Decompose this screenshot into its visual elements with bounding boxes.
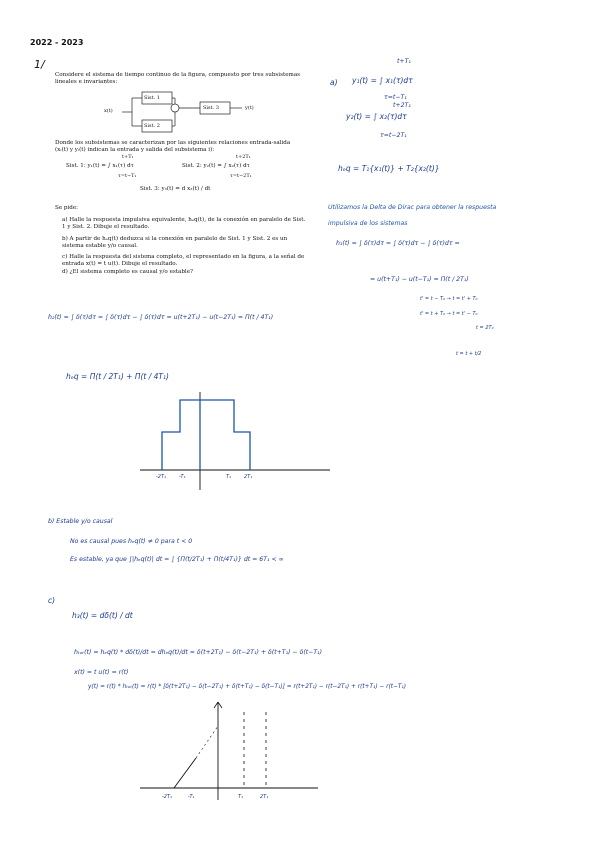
- htot-equation: hₜₒₜ(t) = hₑq(t) * dδ(t)/dt = dhₑq(t)/dt = δ(t+2T₁) − δ(t−2T₁) + δ(t+T₁) − δ(t−T₁): [74, 649, 323, 656]
- plot2-tick-minus2t1: -2T₁: [162, 794, 173, 800]
- plot1-tick-t1: T₁: [226, 474, 232, 480]
- diagram-input-label: x(t): [104, 108, 113, 114]
- sys2-equation: Sist. 2: y₂(t) = ∫ x₂(τ) dτ: [182, 163, 250, 169]
- item-a: a) Halle la respuesta impulsiva equivalente, hₑq(t), de la conexión en paralelo de Sist. 1 y Sist. 2. Dibuje el resultado.: [62, 217, 306, 231]
- sys3-equation: Sist. 3: y₃(t) = d x₃(t) / dt: [140, 186, 211, 192]
- problem-intro: Considere el sistema de tiempo continuo de la figura, compuesto por tres subsistemas lineales e invariantes:: [55, 72, 301, 86]
- part-b-label: b) Estable y/o causal: [48, 518, 113, 525]
- y1-equation: y₁(t) = ∫ x₁(τ)dτ: [352, 76, 413, 85]
- y1-upper-limit: t+T₁: [397, 58, 411, 65]
- plot2-tick-t1: T₁: [238, 794, 244, 800]
- block2-label: Sist. 2: [144, 123, 160, 129]
- sys1-equation: Sist. 1: y₁(t) = ∫ x₁(τ) dτ: [66, 163, 134, 169]
- b-line2: Es estable, ya que ∫|hₑq(t)| dt = ∫ {Π(t/2T₁) + Π(t/4T₁)} dt = 6T₁ < ∞: [70, 556, 284, 563]
- item-c: c) Halle la respuesta del sistema completo, el representado en la figura, a la señal de entrada x(t) = t u(t). Dibuje el resultado.: [62, 254, 305, 268]
- plot2-tick-2t1: 2T₁: [260, 794, 269, 800]
- se-pide: Se pide:: [55, 205, 79, 211]
- delta-note-line1: Utilizamos la Delta de Dirac para obtener la respuesta: [328, 204, 497, 211]
- y-equation: y(t) = r(t) * hₜₒₜ(t) = r(t) * [δ(t+2T₁) − δ(t−2T₁) + δ(t+T₁) − δ(t−T₁)] = r(t+2T₁) − r(t−2T₁) + r(t+T₁) − r(t−T₁): [88, 684, 407, 690]
- item-b: b) A partir de hₑq(t) deduzca si la conexión en paralelo de Sist. 1 y Sist. 2 es un sistema estable y/o causal.: [62, 236, 288, 250]
- plot1-tick-minust1: -T₁: [179, 474, 186, 480]
- year-heading: 2022 - 2023: [30, 38, 84, 47]
- diagram-output-label: y(t): [245, 105, 254, 111]
- y-plot: [140, 696, 320, 806]
- y1-lower-limit: τ=t−T₁: [384, 94, 407, 101]
- substitution-2: t' = t + T₀ → t = t' − T₀: [420, 311, 478, 317]
- substitution-4: t = t + t/2: [456, 351, 482, 357]
- block3-label: Sist. 3: [203, 105, 219, 111]
- relation-text: Donde los subsistemas se caracterizan por las siguientes relaciones entrada-salida (xᵢ(t) y yᵢ(t) indican la entrada y salida del subsistema i):: [55, 140, 291, 154]
- substitution-3: t = 2T₀: [476, 325, 494, 331]
- plot2-tick-minust1: -T₁: [188, 794, 195, 800]
- sys2-upper-limit: t+2T₁: [236, 154, 251, 160]
- heq-sum: hₑq = T₁{x₁(t)} + T₂{x₂(t)}: [338, 164, 440, 173]
- heq-equation: hₑq = Π(t / 2T₁) + Π(t / 4T₁): [66, 372, 169, 381]
- sys1-lower-limit: τ=t−T₁: [118, 173, 137, 179]
- b-line1: No es causal pues hₑq(t) ≠ 0 para t < 0: [70, 538, 193, 545]
- heq-plot: [140, 392, 340, 492]
- item-d: d) ¿El sistema completo es causal y/o estable?: [62, 269, 194, 275]
- sys1-upper-limit: t+T₁: [122, 154, 134, 160]
- plot1-tick-2t1: 2T₁: [244, 474, 253, 480]
- plot1-tick-minus2t1: -2T₁: [156, 474, 167, 480]
- block-diagram: [90, 88, 290, 138]
- y2-equation: y₂(t) = ∫ x₂(τ)dτ: [346, 112, 407, 121]
- part-a-label: a): [330, 78, 338, 87]
- delta-note-line2: impulsiva de los sistemas: [328, 220, 408, 227]
- block1-label: Sist. 1: [144, 95, 160, 101]
- y2-lower-limit: τ=t−2T₁: [380, 132, 407, 139]
- question-number: 1/: [34, 58, 45, 71]
- part-c-label: c): [48, 596, 56, 605]
- x-equation: x(t) = t u(t) = r(t): [74, 669, 129, 676]
- sys2-lower-limit: τ=t−2T₁: [230, 173, 252, 179]
- h2-equation: h₂(t) = ∫ δ(τ)dτ = ∫ δ(τ)dτ − ∫ δ(τ)dτ = u(t+2T₁) − u(t−2T₁) = Π(t / 4T₁): [48, 314, 274, 321]
- substitution-1: t' = t − T₀ → t = t' + T₀: [420, 296, 478, 302]
- h1-result: = u(t+T₁) − u(t−T₁) = Π(t / 2T₁): [370, 276, 469, 283]
- y2-upper-limit: t+2T₁: [393, 102, 411, 109]
- h3-equation: h₃(t) = dδ(t) / dt: [72, 611, 133, 620]
- h1-equation: h₁(t) = ∫ δ(τ)dτ = ∫ δ(τ)dτ − ∫ δ(τ)dτ =: [336, 240, 460, 247]
